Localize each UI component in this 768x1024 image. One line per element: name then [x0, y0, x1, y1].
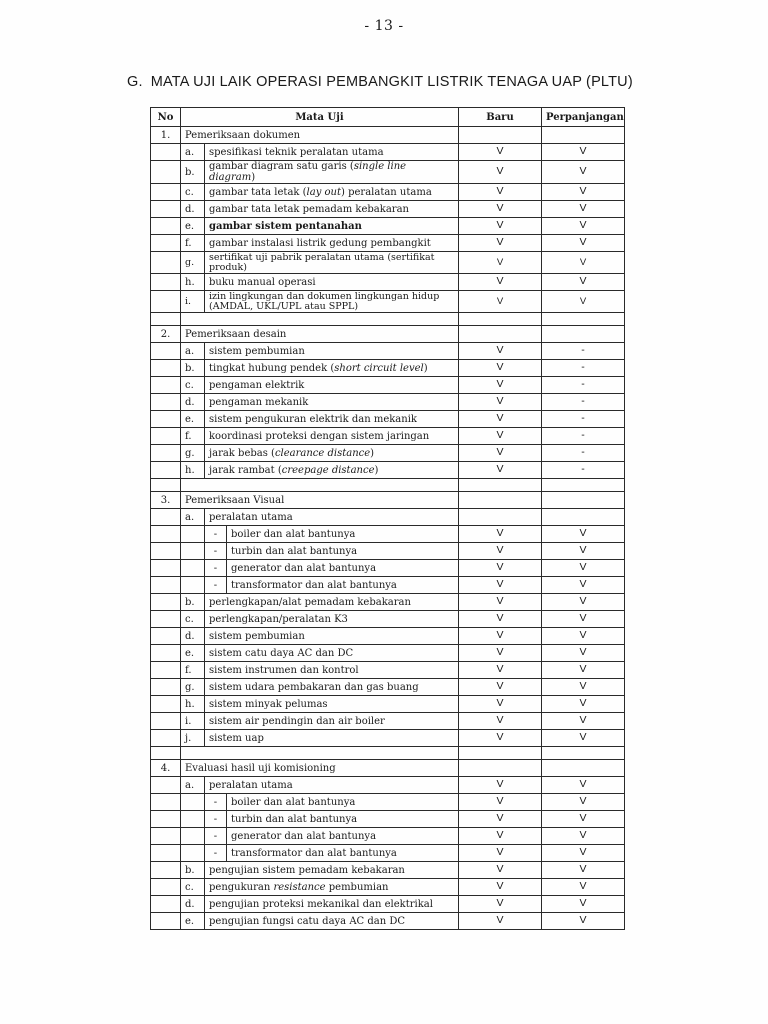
section-letter: G.: [127, 74, 143, 90]
table-row: [151, 445, 625, 462]
cell-perpanjangan: [542, 747, 625, 760]
cell-no: [151, 896, 181, 913]
cell-baru: V: [459, 611, 542, 628]
item-description: sistem udara pembakaran dan gas buang: [205, 679, 459, 696]
cell-perpanjangan: V: [542, 161, 625, 184]
item-description: buku manual operasi: [205, 274, 459, 291]
table-body: [151, 127, 625, 930]
table-row: [151, 730, 625, 747]
cell-description: [181, 747, 459, 760]
cell-no: [151, 862, 181, 879]
cell-perpanjangan: -: [542, 394, 625, 411]
item-letter: d.: [181, 896, 205, 913]
table-row: [151, 411, 625, 428]
table-row: [151, 343, 625, 360]
sub-item-dash: -: [205, 543, 227, 560]
cell-no: [151, 377, 181, 394]
header-perpanjangan: Perpanjangan: [542, 108, 625, 127]
page-number: - 13 -: [364, 18, 404, 34]
item-description: jarak rambat (creepage distance): [205, 462, 459, 479]
cell-no: [151, 845, 181, 862]
cell-baru: V: [459, 360, 542, 377]
cell-baru: V: [459, 377, 542, 394]
cell-perpanjangan: [542, 492, 625, 509]
table-row: [151, 360, 625, 377]
cell-baru: V: [459, 560, 542, 577]
cell-baru: V: [459, 794, 542, 811]
cell-perpanjangan: V: [542, 577, 625, 594]
cell-baru: [459, 479, 542, 492]
sub-item-description: turbin dan alat bantunya: [227, 811, 459, 828]
cell-perpanjangan: V: [542, 896, 625, 913]
item-description: gambar instalasi listrik gedung pembangkit: [205, 235, 459, 252]
cell-perpanjangan: -: [542, 343, 625, 360]
item-description: pengaman elektrik: [205, 377, 459, 394]
item-description: gambar sistem pentanahan: [205, 218, 459, 235]
item-description: pengujian fungsi catu daya AC dan DC: [205, 913, 459, 930]
cell-no: [151, 730, 181, 747]
item-description: pengujian proteksi mekanikal dan elektrikal: [205, 896, 459, 913]
cell-no: [151, 360, 181, 377]
cell-perpanjangan: V: [542, 645, 625, 662]
cell-no: 1.: [151, 127, 181, 144]
cell-perpanjangan: [542, 127, 625, 144]
group-label: Pemeriksaan dokumen: [181, 127, 459, 144]
item-letter: a.: [181, 144, 205, 161]
cell-no: [151, 611, 181, 628]
table-row: [151, 862, 625, 879]
item-description: sistem pembumian: [205, 343, 459, 360]
cell-perpanjangan: V: [542, 235, 625, 252]
cell-perpanjangan: V: [542, 913, 625, 930]
table-group-row: [151, 326, 625, 343]
cell-perpanjangan: V: [542, 291, 625, 313]
table-row: [151, 394, 625, 411]
cell-baru: V: [459, 730, 542, 747]
item-description: perlengkapan/alat pemadam kebakaran: [205, 594, 459, 611]
cell-description: [181, 313, 459, 326]
item-letter: c.: [181, 879, 205, 896]
item-description: gambar tata letak pemadam kebakaran: [205, 201, 459, 218]
cell-no: [151, 543, 181, 560]
cell-no: [151, 201, 181, 218]
cell-perpanjangan: V: [542, 862, 625, 879]
table-row: [151, 218, 625, 235]
table-row: [151, 161, 625, 184]
cell-baru: V: [459, 577, 542, 594]
item-letter: i.: [181, 291, 205, 313]
sub-item-dash: -: [205, 845, 227, 862]
item-letter: d.: [181, 628, 205, 645]
item-letter: f.: [181, 662, 205, 679]
table-row: [151, 662, 625, 679]
item-letter: c.: [181, 611, 205, 628]
item-letter: e.: [181, 645, 205, 662]
cell-description: [181, 479, 459, 492]
item-letter: c.: [181, 184, 205, 201]
sub-item-description: transformator dan alat bantunya: [227, 845, 459, 862]
cell-no: [151, 879, 181, 896]
cell-baru: V: [459, 184, 542, 201]
table-row: [151, 594, 625, 611]
cell-perpanjangan: V: [542, 662, 625, 679]
cell-perpanjangan: V: [542, 730, 625, 747]
cell-perpanjangan: V: [542, 696, 625, 713]
cell-baru: V: [459, 645, 542, 662]
cell-perpanjangan: V: [542, 811, 625, 828]
cell-baru: V: [459, 913, 542, 930]
table-row: [151, 235, 625, 252]
cell-baru: [459, 127, 542, 144]
cell-baru: V: [459, 218, 542, 235]
cell-letter: [181, 811, 205, 828]
cell-baru: V: [459, 201, 542, 218]
table-row: [151, 879, 625, 896]
item-letter: h.: [181, 696, 205, 713]
cell-baru: [459, 492, 542, 509]
section-heading: [127, 74, 633, 90]
cell-baru: V: [459, 428, 542, 445]
group-label: Evaluasi hasil uji komisioning: [181, 760, 459, 777]
sub-item-dash: -: [205, 526, 227, 543]
item-description: pengukuran resistance pembumian: [205, 879, 459, 896]
table-subrow: [151, 526, 625, 543]
cell-no: 3.: [151, 492, 181, 509]
table-subrow: [151, 543, 625, 560]
cell-perpanjangan: V: [542, 828, 625, 845]
item-letter: c.: [181, 377, 205, 394]
cell-baru: V: [459, 811, 542, 828]
table-row: [151, 509, 625, 526]
cell-baru: [459, 760, 542, 777]
cell-perpanjangan: [542, 479, 625, 492]
item-letter: e.: [181, 218, 205, 235]
cell-no: 2.: [151, 326, 181, 343]
cell-baru: [459, 747, 542, 760]
cell-no: [151, 235, 181, 252]
table-subrow: [151, 577, 625, 594]
table-subrow: [151, 560, 625, 577]
table-row: [151, 377, 625, 394]
test-items-table: [150, 107, 625, 930]
table-row: [151, 696, 625, 713]
cell-no: [151, 411, 181, 428]
table-row: [151, 291, 625, 313]
cell-perpanjangan: V: [542, 794, 625, 811]
item-letter: b.: [181, 360, 205, 377]
cell-letter: [181, 526, 205, 543]
table-row: [151, 428, 625, 445]
item-description: sistem pengukuran elektrik dan mekanik: [205, 411, 459, 428]
item-letter: f.: [181, 428, 205, 445]
cell-no: [151, 828, 181, 845]
sub-item-description: transformator dan alat bantunya: [227, 577, 459, 594]
item-description: peralatan utama: [205, 509, 459, 526]
cell-perpanjangan: -: [542, 411, 625, 428]
cell-perpanjangan: -: [542, 462, 625, 479]
cell-no: [151, 291, 181, 313]
cell-no: [151, 777, 181, 794]
cell-no: [151, 577, 181, 594]
cell-perpanjangan: -: [542, 377, 625, 394]
cell-perpanjangan: -: [542, 428, 625, 445]
cell-baru: V: [459, 343, 542, 360]
cell-baru: V: [459, 411, 542, 428]
table-row: [151, 201, 625, 218]
cell-letter: [181, 543, 205, 560]
cell-baru: V: [459, 879, 542, 896]
cell-baru: V: [459, 628, 542, 645]
cell-no: [151, 252, 181, 274]
cell-baru: V: [459, 161, 542, 184]
table-row: [151, 628, 625, 645]
sub-item-dash: -: [205, 794, 227, 811]
cell-perpanjangan: V: [542, 679, 625, 696]
cell-no: [151, 462, 181, 479]
cell-baru: V: [459, 713, 542, 730]
cell-no: [151, 628, 181, 645]
cell-baru: V: [459, 777, 542, 794]
cell-perpanjangan: V: [542, 628, 625, 645]
cell-letter: [181, 828, 205, 845]
sub-item-description: boiler dan alat bantunya: [227, 526, 459, 543]
cell-baru: V: [459, 252, 542, 274]
item-letter: g.: [181, 445, 205, 462]
cell-letter: [181, 577, 205, 594]
cell-perpanjangan: V: [542, 543, 625, 560]
item-letter: b.: [181, 594, 205, 611]
table-spacer-row: [151, 747, 625, 760]
cell-no: [151, 394, 181, 411]
table-spacer-row: [151, 479, 625, 492]
table-row: [151, 896, 625, 913]
item-description: sistem uap: [205, 730, 459, 747]
sub-item-dash: -: [205, 560, 227, 577]
header-baru: Baru: [459, 108, 542, 127]
table-group-row: [151, 492, 625, 509]
cell-no: [151, 218, 181, 235]
cell-no: [151, 343, 181, 360]
cell-no: [151, 594, 181, 611]
cell-no: [151, 662, 181, 679]
cell-no: [151, 526, 181, 543]
cell-perpanjangan: V: [542, 144, 625, 161]
item-description: sertifikat uji pabrik peralatan utama (sertifikat produk): [205, 252, 459, 274]
table-row: [151, 462, 625, 479]
cell-baru: [459, 326, 542, 343]
cell-no: [151, 274, 181, 291]
table-row: [151, 611, 625, 628]
table-header-row: [151, 108, 625, 127]
item-letter: e.: [181, 913, 205, 930]
sub-item-description: boiler dan alat bantunya: [227, 794, 459, 811]
table-group-row: [151, 127, 625, 144]
item-letter: b.: [181, 161, 205, 184]
cell-perpanjangan: V: [542, 777, 625, 794]
cell-letter: [181, 794, 205, 811]
group-label: Pemeriksaan Visual: [181, 492, 459, 509]
item-letter: d.: [181, 201, 205, 218]
item-letter: b.: [181, 862, 205, 879]
cell-perpanjangan: V: [542, 252, 625, 274]
item-description: perlengkapan/peralatan K3: [205, 611, 459, 628]
cell-baru: V: [459, 445, 542, 462]
item-description: tingkat hubung pendek (short circuit level): [205, 360, 459, 377]
item-letter: i.: [181, 713, 205, 730]
item-description: sistem minyak pelumas: [205, 696, 459, 713]
table-row: [151, 645, 625, 662]
cell-baru: V: [459, 679, 542, 696]
cell-perpanjangan: V: [542, 845, 625, 862]
table-group-row: [151, 760, 625, 777]
cell-baru: V: [459, 845, 542, 862]
table-row: [151, 913, 625, 930]
cell-no: [151, 913, 181, 930]
cell-baru: [459, 509, 542, 526]
item-description: jarak bebas (clearance distance): [205, 445, 459, 462]
header-no: No: [151, 108, 181, 127]
table-row: [151, 679, 625, 696]
item-description: sistem pembumian: [205, 628, 459, 645]
cell-baru: V: [459, 394, 542, 411]
table-row: [151, 274, 625, 291]
cell-baru: [459, 313, 542, 326]
cell-perpanjangan: -: [542, 360, 625, 377]
table-subrow: [151, 794, 625, 811]
cell-no: [151, 509, 181, 526]
sub-item-description: generator dan alat bantunya: [227, 828, 459, 845]
item-letter: f.: [181, 235, 205, 252]
table-spacer-row: [151, 313, 625, 326]
item-letter: g.: [181, 679, 205, 696]
sub-item-description: turbin dan alat bantunya: [227, 543, 459, 560]
cell-no: [151, 696, 181, 713]
cell-no: [151, 645, 181, 662]
item-description: spesifikasi teknik peralatan utama: [205, 144, 459, 161]
cell-perpanjangan: V: [542, 218, 625, 235]
header-mata-uji: Mata Uji: [181, 108, 459, 127]
cell-perpanjangan: V: [542, 201, 625, 218]
item-description: sistem catu daya AC dan DC: [205, 645, 459, 662]
section-title: MATA UJI LAIK OPERASI PEMBANGKIT LISTRIK TENAGA UAP (PLTU): [150, 74, 633, 90]
item-description: koordinasi proteksi dengan sistem jaringan: [205, 428, 459, 445]
item-description: pengaman mekanik: [205, 394, 459, 411]
item-letter: a.: [181, 509, 205, 526]
table-subrow: [151, 811, 625, 828]
item-description: gambar tata letak (lay out) peralatan utama: [205, 184, 459, 201]
cell-perpanjangan: V: [542, 713, 625, 730]
cell-baru: V: [459, 862, 542, 879]
cell-baru: V: [459, 274, 542, 291]
cell-no: [151, 679, 181, 696]
item-letter: h.: [181, 274, 205, 291]
cell-baru: V: [459, 462, 542, 479]
cell-perpanjangan: [542, 760, 625, 777]
cell-baru: V: [459, 696, 542, 713]
cell-perpanjangan: V: [542, 526, 625, 543]
cell-no: [151, 428, 181, 445]
item-letter: a.: [181, 777, 205, 794]
sub-item-dash: -: [205, 577, 227, 594]
cell-no: [151, 713, 181, 730]
cell-perpanjangan: [542, 509, 625, 526]
sub-item-description: generator dan alat bantunya: [227, 560, 459, 577]
item-letter: h.: [181, 462, 205, 479]
cell-perpanjangan: V: [542, 594, 625, 611]
table-row: [151, 777, 625, 794]
cell-no: [151, 445, 181, 462]
cell-perpanjangan: V: [542, 560, 625, 577]
cell-no: [151, 184, 181, 201]
item-letter: g.: [181, 252, 205, 274]
cell-perpanjangan: [542, 313, 625, 326]
table-subrow: [151, 845, 625, 862]
cell-letter: [181, 845, 205, 862]
item-letter: a.: [181, 343, 205, 360]
table-subrow: [151, 828, 625, 845]
cell-baru: V: [459, 144, 542, 161]
cell-baru: V: [459, 828, 542, 845]
cell-no: [151, 794, 181, 811]
cell-baru: V: [459, 291, 542, 313]
cell-baru: V: [459, 662, 542, 679]
cell-baru: V: [459, 594, 542, 611]
cell-baru: V: [459, 526, 542, 543]
cell-perpanjangan: V: [542, 611, 625, 628]
table-row: [151, 184, 625, 201]
table-row: [151, 144, 625, 161]
sub-item-dash: -: [205, 828, 227, 845]
cell-no: [151, 560, 181, 577]
cell-baru: V: [459, 235, 542, 252]
cell-no: [151, 811, 181, 828]
item-description: pengujian sistem pemadam kebakaran: [205, 862, 459, 879]
cell-perpanjangan: V: [542, 274, 625, 291]
cell-no: 4.: [151, 760, 181, 777]
cell-baru: V: [459, 543, 542, 560]
item-letter: j.: [181, 730, 205, 747]
item-description: izin lingkungan dan dokumen lingkungan hidup (AMDAL, UKL/UPL atau SPPL): [205, 291, 459, 313]
cell-no: [151, 144, 181, 161]
cell-perpanjangan: V: [542, 184, 625, 201]
group-label: Pemeriksaan desain: [181, 326, 459, 343]
item-letter: d.: [181, 394, 205, 411]
cell-no: [151, 747, 181, 760]
sub-item-dash: -: [205, 811, 227, 828]
item-description: peralatan utama: [205, 777, 459, 794]
item-description: sistem air pendingin dan air boiler: [205, 713, 459, 730]
cell-letter: [181, 560, 205, 577]
table-row: [151, 252, 625, 274]
cell-perpanjangan: -: [542, 445, 625, 462]
cell-perpanjangan: [542, 326, 625, 343]
cell-baru: V: [459, 896, 542, 913]
item-description: gambar diagram satu garis (single line diagram): [205, 161, 459, 184]
cell-no: [151, 161, 181, 184]
cell-no: [151, 479, 181, 492]
item-letter: e.: [181, 411, 205, 428]
cell-perpanjangan: V: [542, 879, 625, 896]
item-description: sistem instrumen dan kontrol: [205, 662, 459, 679]
table-row: [151, 713, 625, 730]
cell-no: [151, 313, 181, 326]
